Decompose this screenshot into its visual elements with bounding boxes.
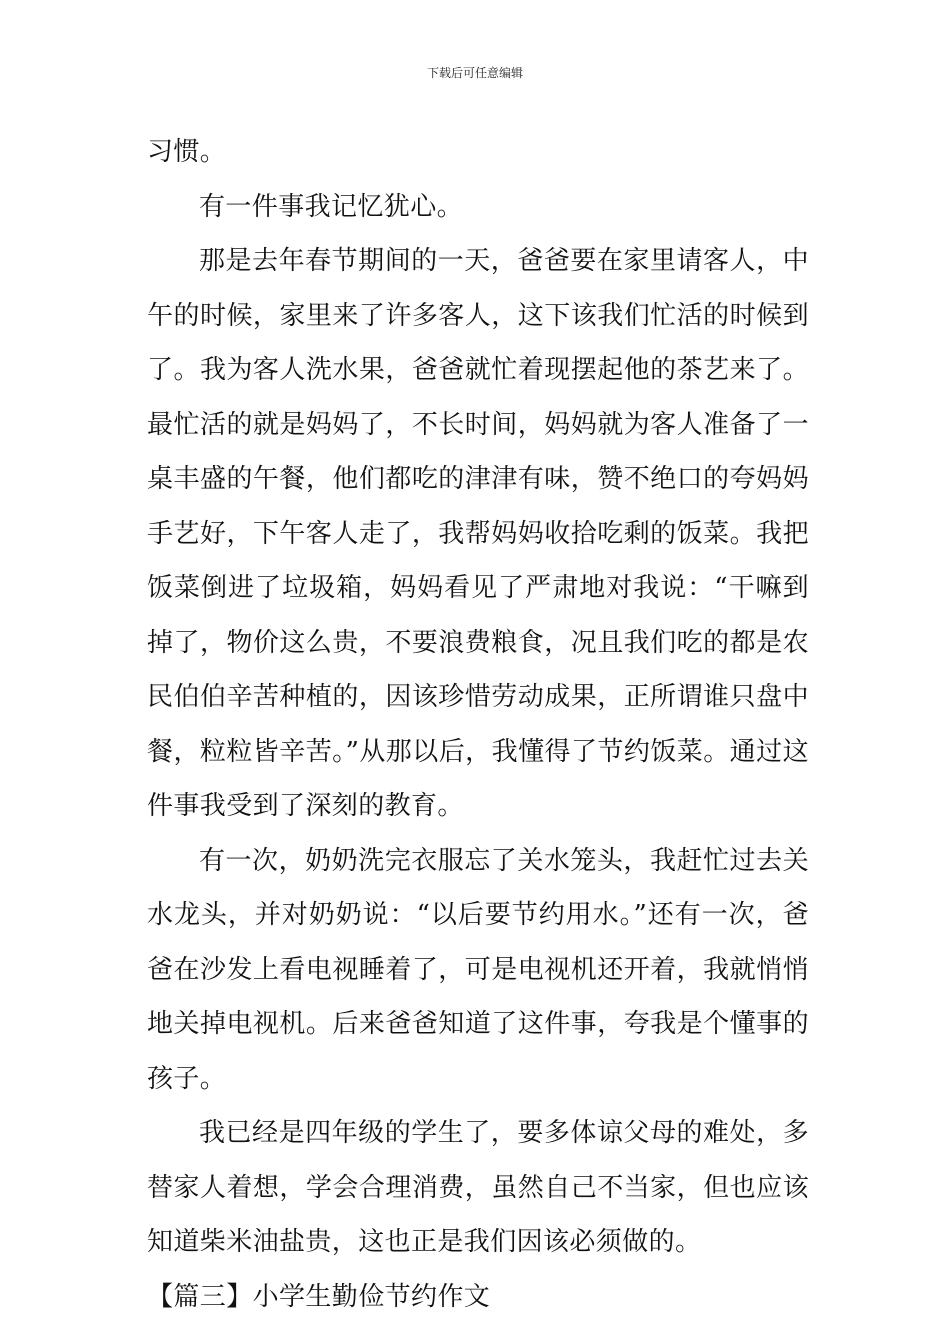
document-body [147, 125, 809, 1324]
paragraph: 有一次，奶奶洗完衣服忘了关水笼头，我赶忙过去关水龙头，并对奶奶说：“以后要节约用水。”还有一次，爸爸在沙发上看电视睡着了，可是电视机还开着，我就悄悄地关掉电视机。后来爸爸知道了这件事，夸我是个懂事的孩子。 [147, 845, 809, 1094]
paragraph: 我已经是四年级的学生了，要多体谅父母的难处，多替家人着想，学会合理消费，虽然自己不当家，但也应该知道柴米油盐贵，这也正是我们因该必须做的。 [147, 1118, 809, 1257]
section-heading: 【篇三】小学生勤俭节约作文 [147, 1281, 491, 1312]
paragraph: 有一件事我记忆犹心。 [199, 191, 464, 222]
paragraph-continuation: 习惯。 [147, 137, 227, 167]
page-header: 下载后可任意编辑 [426, 66, 523, 80]
paragraph: 那是去年春节期间的一天，爸爸要在家里请客人，中午的时候，家里来了许多客人，这下该我们忙活的时候到了。我为客人洗水果，爸爸就忙着现摆起他的茶艺来了。最忙活的就是妈妈了，不长时间，妈妈就为客人准备了一桌丰盛的午餐，他们都吃的津津有味，赞不绝口的夸妈妈手艺好，下午客人走了，我帮妈妈收拾吃剩的饭菜。我把饭菜倒进了垃圾箱，妈妈看见了严肃地对我说：“干嘛到掉了，物价这么贵，不要浪费粮食，况且我们吃的都是农民伯伯辛苦种植的，因该珍惜劳动成果，正所谓谁只盘中餐，粒粒皆辛苦。”从那以后，我懂得了节约饭菜。通过这件事我受到了深刻的教育。 [147, 246, 809, 821]
